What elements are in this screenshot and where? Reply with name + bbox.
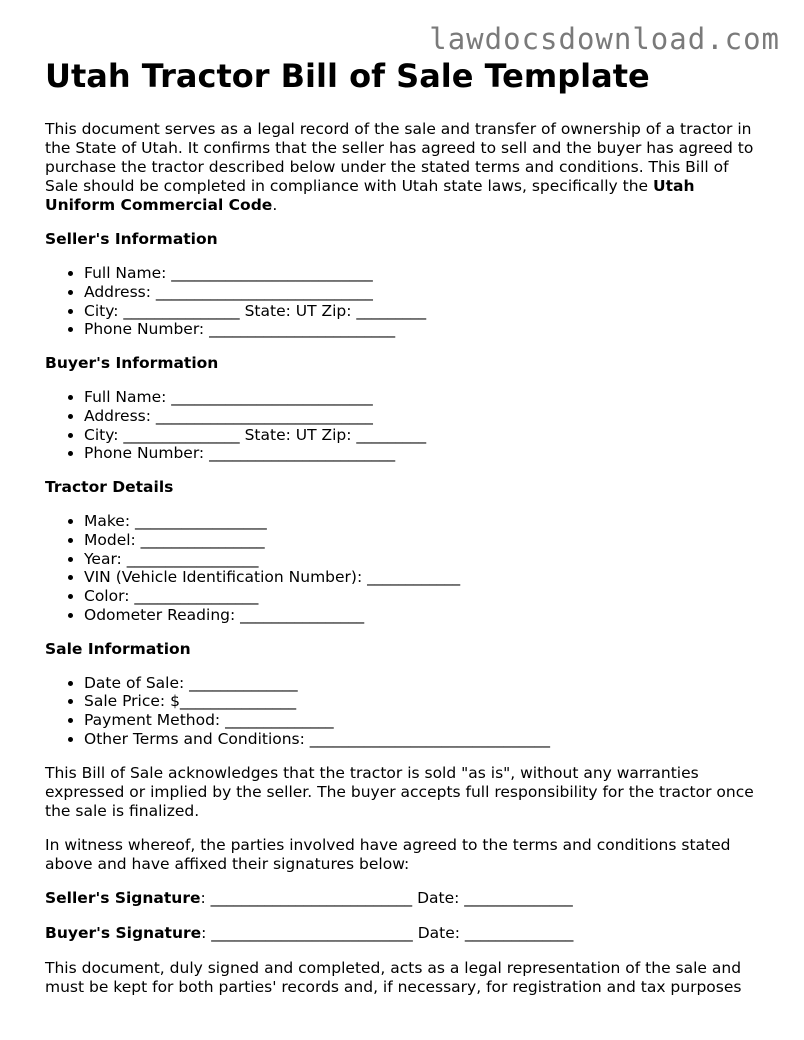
intro-text: This document serves as a legal record of the sale and transfer of ownership of a tractor in the State of Utah. It confirms that the seller has agreed to sell and the buyer has agreed to purchase the tractor described below under the stated terms and conditions. This Bill of Sale should be completed in compliance with Utah state laws, specifically the	[45, 120, 754, 195]
seller-list	[45, 264, 765, 339]
watermark: lawdocsdownload.com	[429, 22, 780, 56]
buyer-signature-blank: : __________________________ Date: ______________	[201, 923, 574, 942]
witness-paragraph: In witness whereof, the parties involved have agreed to the terms and conditions stated above and have affixed their signatures below:	[45, 835, 731, 873]
document-body	[45, 56, 765, 1012]
sale-payment-method: • Payment Method: ______________	[84, 711, 765, 730]
buyer-phone: • Phone Number: ________________________	[84, 444, 765, 463]
as-is-paragraph: This Bill of Sale acknowledges that the tractor is sold "as is", without any warranties expressed or implied by the seller. The buyer accepts full responsibility for the tractor once the sale is finalized.	[45, 763, 754, 820]
buyer-heading: Buyer's Information	[45, 354, 219, 372]
buyer-city-state-zip: • City: _______________ State: UT Zip: _________	[84, 426, 765, 445]
tractor-vin: • VIN (Vehicle Identification Number): ____________	[84, 568, 765, 587]
seller-city-state-zip: • City: _______________ State: UT Zip: _________	[84, 302, 765, 321]
buyer-signature-line	[45, 924, 765, 943]
seller-signature-label: Seller's Signature	[45, 888, 201, 907]
page-title: Utah Tractor Bill of Sale Template	[45, 57, 650, 95]
closing-paragraph: This document, duly signed and completed, acts as a legal representation of the sale and must be kept for both parties' records and, if necessary, for registration and tax purposes	[45, 958, 742, 996]
sale-heading: Sale Information	[45, 639, 191, 658]
sale-other-terms: • Other Terms and Conditions: _______________________________	[84, 730, 765, 749]
tractor-color: • Color: ________________	[84, 587, 765, 606]
buyer-list	[45, 388, 765, 463]
tractor-make: • Make: _________________	[84, 512, 765, 531]
sale-date: • Date of Sale: ______________	[84, 674, 765, 693]
seller-full-name: • Full Name: __________________________	[84, 264, 765, 283]
tractor-model: • Model: ________________	[84, 531, 765, 550]
seller-signature-line	[45, 889, 765, 908]
tractor-list	[45, 512, 765, 625]
buyer-signature-label: Buyer's Signature	[45, 923, 202, 942]
tractor-year: • Year: _________________	[84, 550, 765, 569]
seller-address: • Address: ____________________________	[84, 283, 765, 302]
seller-phone: • Phone Number: ________________________	[84, 320, 765, 339]
intro-end: .	[272, 196, 278, 214]
seller-signature-blank: : __________________________ Date: ______________	[200, 888, 573, 907]
buyer-full-name: • Full Name: __________________________	[84, 388, 765, 407]
intro-paragraph	[45, 120, 765, 215]
tractor-heading: Tractor Details	[45, 478, 174, 496]
sale-list	[45, 674, 765, 749]
seller-heading: Seller's Information	[45, 230, 218, 248]
tractor-odometer: • Odometer Reading: ________________	[84, 606, 765, 625]
buyer-address: • Address: ____________________________	[84, 407, 765, 426]
intro-bold-code: Utah Uniform Commercial Code	[45, 177, 695, 214]
sale-price: • Sale Price: $_______________	[84, 692, 765, 711]
